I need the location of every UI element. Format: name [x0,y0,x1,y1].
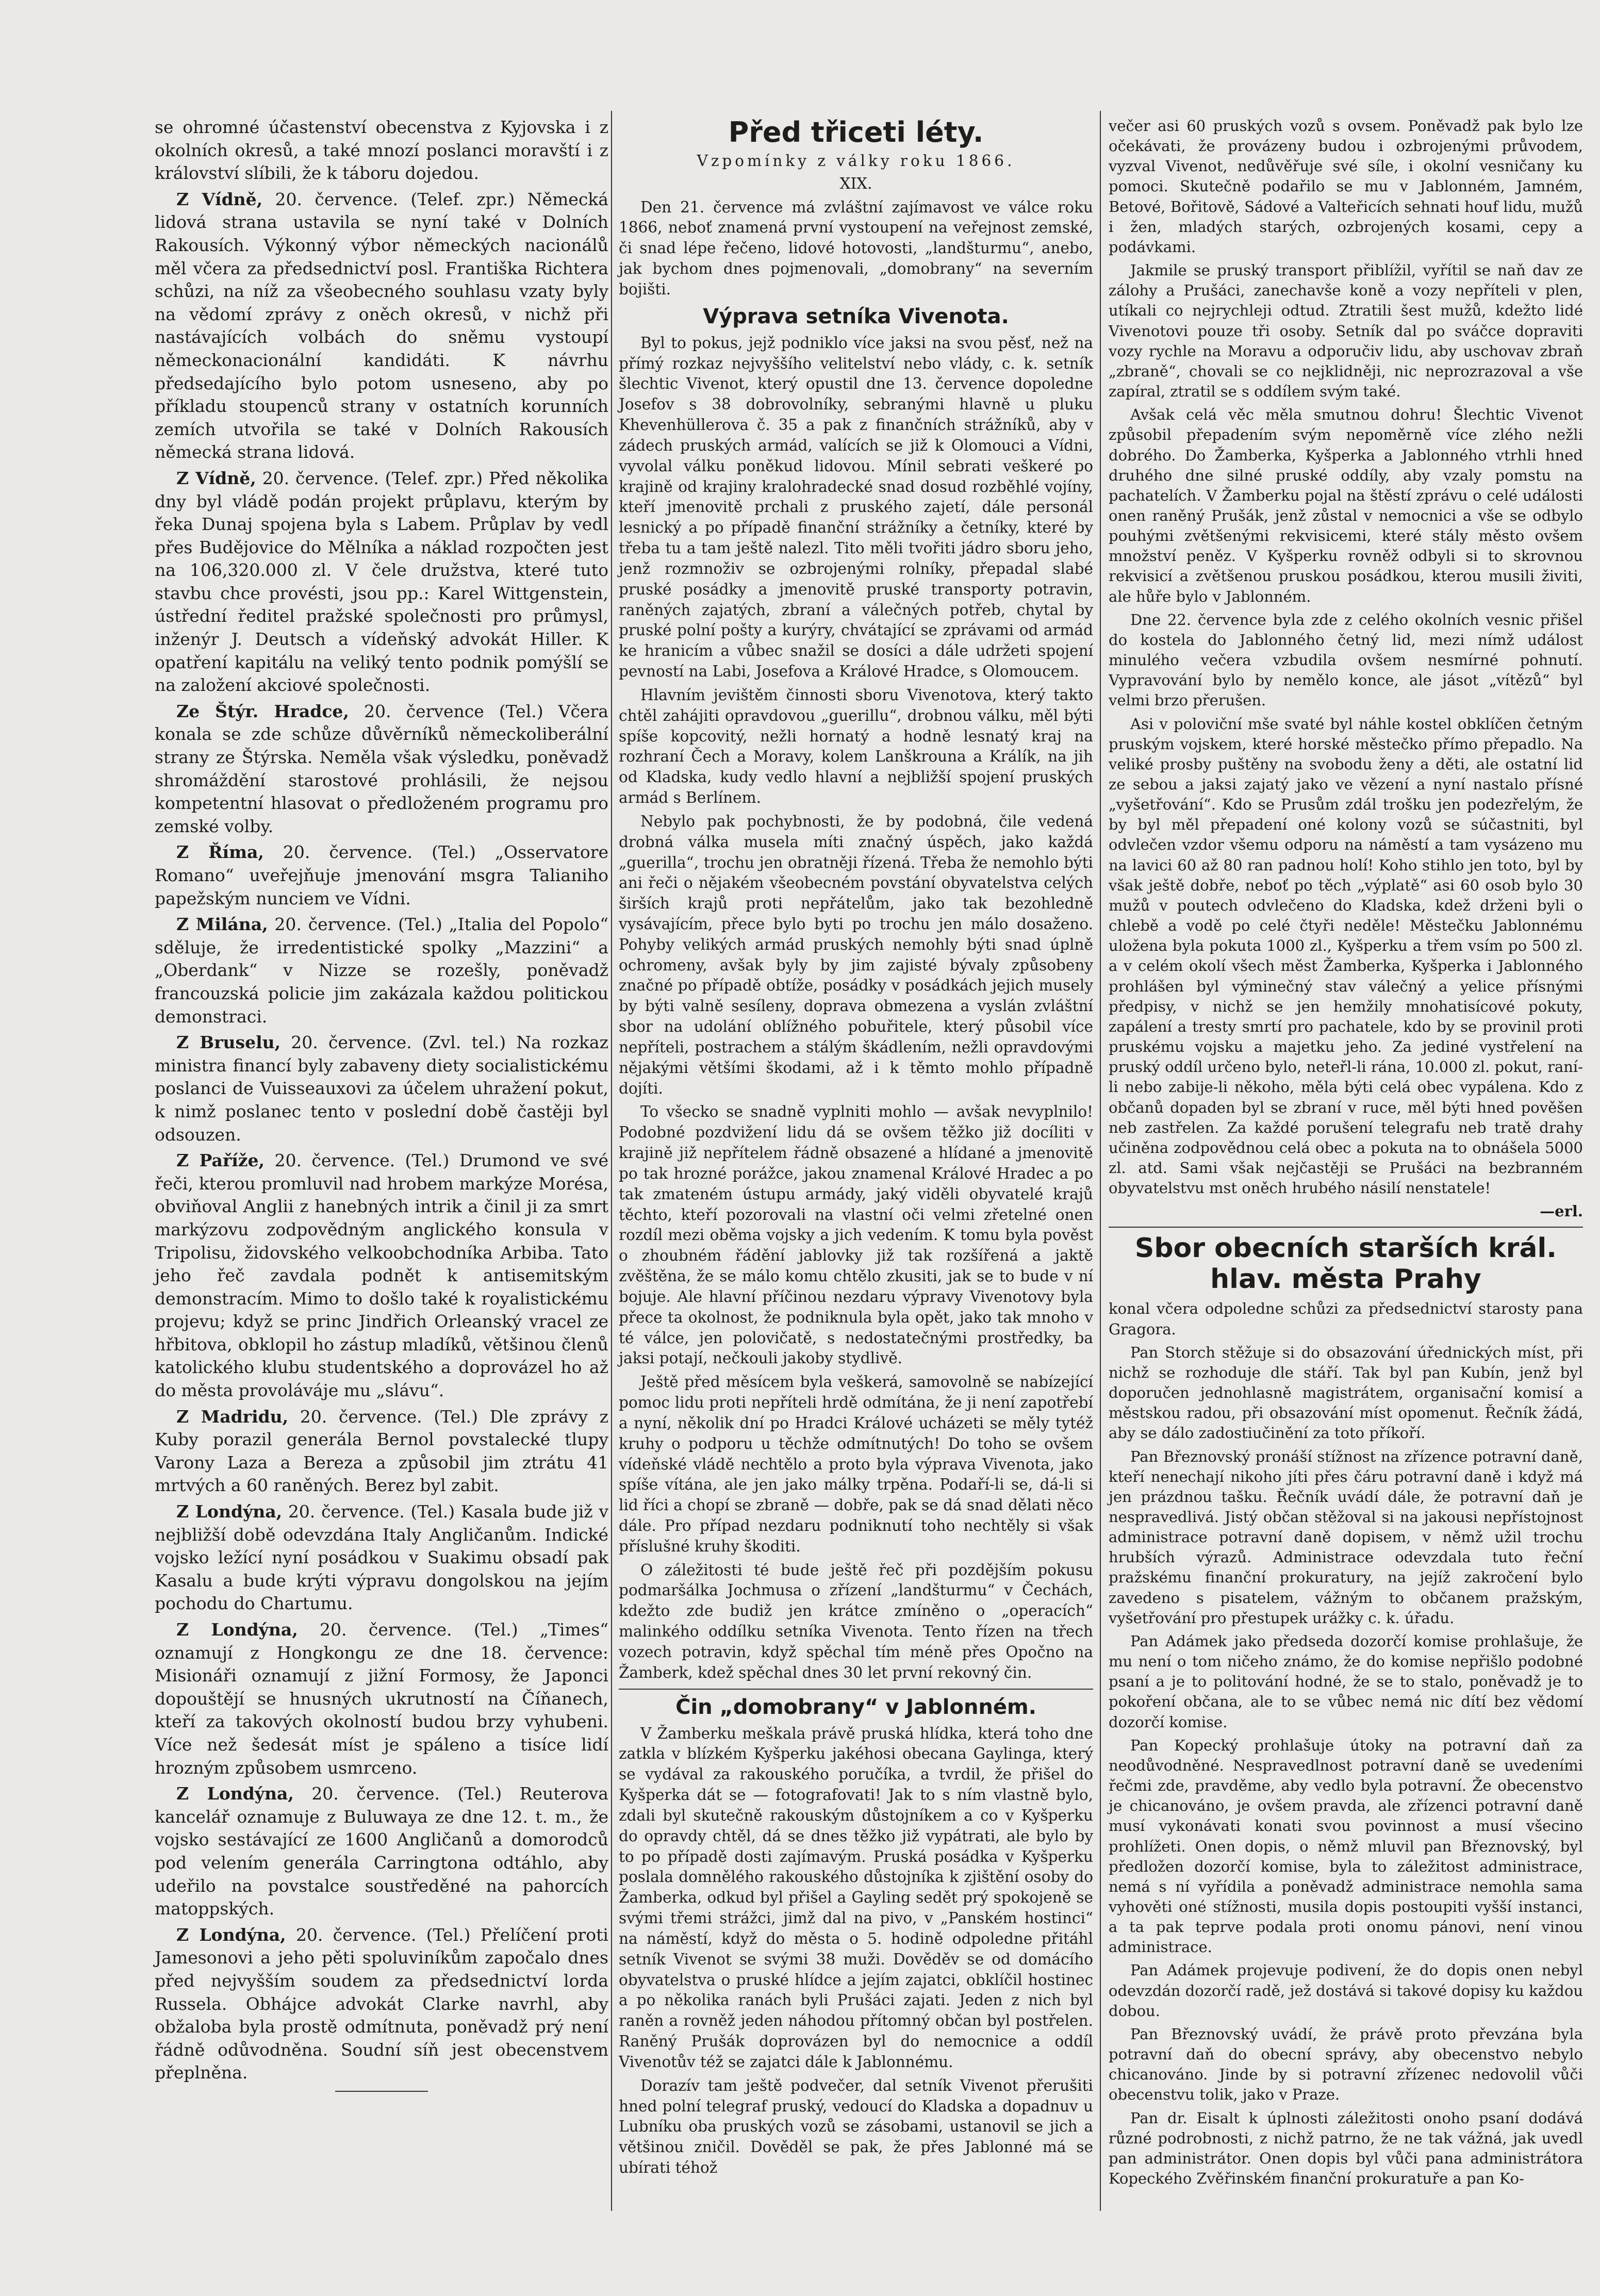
news-dateline: Z Paříže, [176,1150,265,1171]
article-intro [619,197,1093,300]
paragraph: Ještě před měsícem byla veškerá, samovolně se nabízející pomoc lidu proti nepříteli hrdě odmítána, že ji není zapotřebí a nyní, několik dní po Hradci Králové ucházeti se měly tytéž kruhy o podporu u těchže odmítnutých! Do toho se ovšem vídeňské vládě nechtělo a proto byla výprava Vivenota, jako spíše vítána, ale jen jako málky trpěna. Podaří-li se, dá-li si lid říci a chopí se zbraně — dobře, pak se dá snad dělati něco dále. Pro případ nezdaru podniknutí toho nechtěly si však příslušné kruhy škoditi. [619,1373,1093,1555]
news-text: 20. července. (Telef. zpr.) Před několika dny byl vládě podán projekt průplavu, kterým by řeka Dunaj spojena byla s Labem. Průplav by vedl přes Budějovice do Mělníka a náklad rozpočten jest na 106,320.000 zl. V čele družstva, které tuto stavbu chce provésti, jsou pp.: Karel Wittgenstein, ústřední ředitel pražské společnosti pro průmysl, inženýr J. Deutsch a vídeňský advokát Hiller. K opatření kapitálu na veliký tento podnik pomýšlí se na založení akciové společnosti. [155,468,608,696]
paragraph: Asi v poloviční mše svaté byl náhle kostel obklíčen četným pruským vojskem, které horské městečko přímo přepadlo. Na veliké prosby puštěny na svobodu ženy a děti, ale ostatní lid ze sebou a jaksi zajatý jako ve vězení a nyní nastalo přísné „vyšetřování“. Kdo se Prusům zdál trošku jen podezřelým, že by byl měl přepadení oné kolony vozů se súčastniti, byl odvlečen vzdor všemu odporu na náměstí a tam vysázeno mu na lavici 60 až 80 ran padnou holí! Koho stihlo jen toto, byl by však ještě dobře, neboť po těch „výplatě“ asi 60 osob bylo 30 mužů v poutech odvlečeno do Kladska, kdež drženi byli o chlebě a vodě po celé čtyři neděle! Městečku Jablonnému uložena byla pokuta 1000 zl., Kyšperku a třem vsím po 500 zl. a v celém okolí všech měst Žamberka, Kyšperka i Jablonného prohlášen byl výminečný stav válečný a yelice přísnými předpisy, v nichž se jen hemžily mnohatisícové pokuty, zapálení a tresty smrtí pro pachatele, kdo by se provinil proti pruskému vojsku a majetku jeho. Za jediné vystřelení na pruský oddíl určeno bylo, neteřl-li rána, 10.000 zl. pokut, raní-li nebo zabije-li někoho, měla býti celá obec vypálena. Kdo z občanů dopaden byl se zbraní v ruce, měl býti hned pověšen neb zastřelen. Za každé porušení telegrafu neb tratě drahy učiněna zodpovědnou celá obec a pokuta na to obnášela 5000 zl. atd. Sami však nejčastěji se Prušáci na bezbranném obyvatelstvu mst oněch hrubého násilí nenstatele! [1109,715,1583,1197]
news-dateline: Z Londýna, [176,1501,283,1522]
news-item [155,188,608,464]
news-item [155,700,608,838]
news-dateline: Z Bruselu, [176,1032,281,1053]
end-rule [335,2091,428,2092]
article2-body [1109,1299,1583,2189]
news-item [155,1406,608,1497]
news-text: 20. července. (Tel.) Reuterova kancelář oznamuje z Buluwaya ze dne 12. t. m., že vojsko sestávající ze 1600 Angličanů a domorodců pod velením generála Carringtona odtáhlo, aby udeřilo na povstalce soustředěné na pahorcích matoppských. [155,1783,608,1919]
paragraph: Nebylo pak pochybnosti, že by podobná, čile vedená drobná válka musela míti značný úspěch, jako každá „guerilla“, trochu jen obratněji řízená. Třeba že nemohlo býti ani řeči o nějakém všeobecném povstání obyvatelstva celých širších krajů proti nepřátelům, jako tak bezohledně vysávajícím, přece bylo byti po trochu jen málo dosaženo. Pohyby velikých armád pruských nemohly býti snad úplně ochromeny, avšak byly by jim zajisté bývaly způsobeny značné po případě obtíže, posádky v posádkách jejich musely by býti valně sesíleny, doprava obmezena a vyslán zvláštní sbor na udolání oblížného pobuřitele, který působil více nepříteli, postrachem a stálým škádlením, nežli opravdovými nějakými většími škodami, až i k těmto mohlo případně dojíti. [619,812,1093,1097]
paragraph: večer asi 60 pruských vozů s ovsem. Poněvadž pak bylo lze očekávati, že provázeny budou i ozbrojenými průvodem, vyzval Vivenot, nedůvěřuje své síle, i okolní vesničany ku pomoci. Skutečně podařilo se mu v Jablonném, Jamném, Betové, Bořitově, Sádové a Valteřicích sehnati houf lidu, mužů i žen, mladých starých, ozbrojených kosami, cepy a podávkami. [1109,117,1583,256]
news-text: 20. července. (Tel.) „Times“ oznamují z Hongkongu ze dne 18. července: Misionáři oznamují z jižní Formosy, že Japonci dopouštějí se hnusných ukrutností na Číňanech, kteří za takových okolností budou brzy vyhubeni. Více než šedesát míst je spáleno a tisíce lidí hrozným způsobem usmrceno. [155,1620,609,1778]
paragraph: konal včera odpoledne schůzi za předsednictví starosty pana Gragora. [1109,1300,1583,1338]
news-dateline: Z Londýna, [176,1783,294,1804]
news-item [155,841,608,910]
paragraph: Hlavním jevištěm činnosti sboru Vivenotova, který takto chtěl zahájiti opravdovou „guerillu“, drobnou válku, měl býti spíše kopcovitý, nežli hornatý a hodně lesnatý kraj na rozhraní Čech a Moravy, kolem Lanškrouna a Králík, na jih od Kladska, kudy vedlo hlavní a nejbližší spojení pruských armád s Berlínem. [619,686,1093,807]
article-number: XIX. [839,174,872,192]
news-text: 20. července. (Tel.) Přelíčení proti Jamesonovi a jeho pěti spoluviníkům započalo dnes před nejvyšším soudem za předsednictví lorda Russela. Obhájce advokát Clarke navrhl, aby obžaloba byla prostě odmítnuta, poněvadž prý není řádně odůvodněna. Soudní síň jest obecenstvem přeplněna. [155,1924,608,2083]
news-text: 20. července. (Telef. zpr.) Německá lidová strana ustavila se nyní také v Dolních Rakousích. Výkonný výbor německých nacionálů měl včera za předsednictví posl. Františka Richtera schůzi, na níž za všeobecného souhlasu vzaty byly na vědomí zprávy z oněch okresů, v nichž při nastávajících volbách do sněmu vystoupí německonacionální kandidáti. K návrhu předsedajícího bylo potom usneseno, aby po příkladu stoupenců strany v ostatních korunních zemích utvořila se také v Dolních Rakousích německá strana lidová. [155,189,608,462]
news-text: 20. července (Tel.) Včera konala se zde schůze důvěrníků německoliberální strany ze Štýrska. Neměla však výsledku, poněvadž shromáždění starostové prohlásili, že nejsou kompetentní hlasovat o předloženém programu pro zemské volby. [155,701,608,836]
news-text: 20. července. (Tel.) Dle zprávy z Kuby porazil generála Bernol povstalecké tlupy Varony Laza a Bereza a způsobil jim ztrátu 41 mrtvých a 60 raněných. Berez byl zabit. [155,1406,608,1496]
news-dateline: Z Vídně, [176,189,263,209]
news-item [155,116,608,185]
news-dateline: Z Vídně, [176,468,256,488]
news-dateline: Z Milána, [176,914,268,935]
news-dateline: Z Londýna, [176,1924,286,1945]
section2-title: Čin „domobrany“ v Jablonném. [675,1695,1036,1719]
paragraph: V Žamberku meškala právě pruská hlídka, která toho dne zatkla v blízkém Kyšperku jakéhosi obecana Gaylinga, který se vydával za rakouského poručíka, a tvrdil, že přišel do Kyšperka dát se — fotografovati! Jak to s ním vlastně bylo, zdali byl skutečně rakouským důstojníkem a co v Kyšperku do opravdy chtěl, dá se dnes těžko již vypátrati, ale bylo by to po případě dosti zajímavým. Pruská posádka v Kyšperku poslala domnělého rakouského důstojníka k zjištění osoby do Žamberka, odkud byl přišel a Gayling sedět prý spokojeně se svými třemi strážci, jimž dal na pivo, v „Panském hostinci“ na náměstí, když do města o 5. hodině odpoledne přitáhl setník Vivenot se svými 38 muži. Dověděv se od domácího obyvatelstva o pruské hlídce a jejím zajatci, obklíčil hostinec a po několika ranách byli Prušáci zajati. Jeden z nich byl raněn a rovněž jeden náhodou přítomný občan byl postřelen. Raněný Prušák doprovázen byl do nemocnice a oddíl Vivenotův též se zajatci dále k Jablonnému. [619,1724,1093,2071]
article-subtitle: Vzpomínky z války roku 1866. [697,152,1015,170]
news-dateline: Ze Štýr. Hradce, [176,701,349,721]
article2-title: Sbor obecních starších král. hlav. města Prahy [1134,1233,1557,1295]
paragraph: Byl to pokus, jejž podniklo více jaksi na svou pěsť, než na přímý rozkaz nejvyššího velitelství nebo vlády, c. k. setník šlechtic Vivenot, který opustil dne 13. července dopoledne Josefov s 38 dobrovolníky, sebranými hlavně u pluku Khevenhüllerova č. 35 a pak z finančních strážníků, aby v zádech pruských armád, valících se již k Olomouci a Vídni, vyvolal válku poněkud lidovou. Mínil sebrati veškeré po krajině od krajiny kralohradecké snad dosud rozběhlé vojíny, kteří jmenovitě prchali z pruského zajetí, dále personál lesnický a po případě finanční strážníky a četníky, které by třeba tu a tam ještě nalezl. Tito měli tvořiti jádro sboru jeho, jenž rozmnoživ se ozbrojenými rolníky, přepadal slabé pruské posádky a jmenovitě pruské transporty potravin, raněných zajatých, zbraní a válečných potřeb, chytal by pruské polní pošty a kurýry, chvátající se zprávami od armád ke hranicím a vůbec snažil se dosíci a dále udržeti spojení pevností na Labi, Josefova a Králové Hradce, s Olomoucem. [619,334,1093,681]
paragraph: Pan Adámek jako předseda dozorčí komise prohlašuje, že mu není o tom ničeho známo, že do komise nepřišlo podobné psaní a je to politování hodné, že se to stalo, poněvadž je to pokoření občana, ale to se vůbec nemá nic dítí bez vědomí dozorčí komise. [1109,1632,1583,1731]
paragraph: Pan Adámek projevuje podivení, že do dopis onen nebyl odevzdán dozorčí radě, jež dostává si takové dopisy ku každou dobou. [1109,1961,1583,2020]
article-continuation [1109,116,1583,1198]
news-item [155,1618,608,1779]
paragraph: Pan Storch stěžuje si do obsazování úřednických míst, při nichž se rozhoduje dle stáří. Tak byl pan Kubín, jenž byl doporučen jednohlasně magistrátem, organisační komisí a městskou radou, při obsazování míst opomenut. Řečník žádá, aby se dálo zadostiučinění za toto příkoří. [1109,1343,1583,1442]
news-item [155,1149,608,1402]
news-text: 20. července. (Tel.) Drumond ve své řeči, kterou promluvil nad hrobem markýze Morésa, obviňoval Anglii z hanebných intrik a činil ji za smrt markýzovu zodpovědným anglického konsula v Tripolisu, židovského velkoobchodníka Arbiba. Tato jeho řeč zavdala podnět k antisemitským demonstracím. Mimo to došlo také k royalistickému projevu; když se princ Jindřich Orleanský vracel ze hřbitova, obklopil ho zástup mladíků, většinou členů katolického klubu studentského a doprovázel ho až do města provoláváje mu „slávu“. [155,1150,608,1401]
article-divider [1109,1227,1583,1228]
paragraph: Avšak celá věc měla smutnou dohru! Šlechtic Vivenot způsobil přepadením svým nepoměrně více zlého nežli dobrého. Do Žamberka, Kyšperka a Jablonného vtrhli hned druhého dne silné pruské oddíly, aby vzaly pomstu na pachatelích. V Žamberku pojal na štěstí zprávu o celé události onen raněný Prušák, jenž zůstal v nemocnici a vše se odbylo pouhými zvětšenými rekvisicemi, které stály město ovšem množství peněz. V Kyšperku rovněž odbyli si to skrovnou rekvisicí a zvětšenou pruskou posádkou, kterou musili živiti, ale hůře bylo v Jablonném. [1109,406,1583,605]
column-rule [611,111,612,2211]
news-item [155,467,608,697]
news-item [155,1031,608,1146]
news-text: 20. července. (Tel.) „Osservatore Romano“ uveřejňuje jmenování msgra Talianiho papežským nunciem ve Vídni. [155,842,608,909]
news-item [155,1782,608,1921]
article-body [619,333,1093,1683]
paragraph: O záležitosti té bude ještě řeč při pozdějším pokusu podmaršálka Jochmusa o zřízení „landšturmu“ v Čechách, kdežto zde budiž jen krátce zmíněno o „operacích“ malinkého oddílku setníka Vivenota. Tento řízen na třech vozech potravin, když spěchal tím méně přes Opočno na Žamberk, kdež spěchal dnes 30 let první rekovný čin. [619,1561,1093,1681]
news-item [155,913,608,1028]
paragraph: Dne 22. července byla zde z celého okolních vesnic přišel do kostela do Jablonného četný lid, mezi nímž událost minulého večera vzbudila ovšem nesmírné pohnutí. Vypravování bylo by nemělo konce, ale jásot „vítězů“ byl velmi brzo přerušen. [1109,610,1583,709]
right-column [1109,116,1583,2192]
article-title: Před třiceti léty. [728,116,984,148]
news-text: 20. července. (Tel.) „Italia del Popolo“ sděluje, že irredentistické spolky „Mazzini“ a „Oberdank“ v Nizze se rozešly, poněvadž francouzská policie jim zakázala každou politickou demonstraci. [155,914,608,1027]
paragraph: Den 21. července má zvláštní zajímavost ve válce roku 1866, neboť znamená první vystoupení na veřejnost zemské, či snad lépe řečeno, lidové hotovosti, „landšturmu“, anebo, jak bychom dnes pojmenovali, „domobrany“ na severním bojišti. [619,198,1093,298]
left-column [155,116,608,2098]
news-dateline: Z Madridu, [176,1406,289,1427]
paragraph: Pan dr. Eisalt k úplnosti záležitosti onoho psaní dodává různé podrobnosti, z nichž patrno, že ne tak vážná, jak uvedl pan administrátor. Onen dopis byl vůči pana administrátora Kopeckého Zvěřinském finanční prokuratuře a pan Ko- [1109,2109,1583,2187]
column-rule [1100,111,1101,2211]
news-item [155,1500,608,1615]
news-item [155,1924,608,2085]
news-text: se ohromné účastenství obecenstva z Kyjovska i z okolních okresů, a také mnozí poslanci moravští i z království slíbili, že k táboru dojedou. [155,117,608,184]
paragraph: To všecko se snadně vyplniti mohlo — avšak nevyplnilo! Podobné pozdvižení lidu dá se ovšem těžko již docíliti v krajině již nepřítelem řádně obsazené a hlídané a jmenovitě po tak hrozné porážce, jakou znamenal Králové Hradec a po tak zmateném ústupu armády, jaký viděli obyvatelé krajů těchto, kteří pozorovali na vlastní oči velmi zřetelné onen rozdíl mezi oběma vojsky a jich vedením. K tomu byla pověst o zhoubném řádění jablovky již tak rozšířená a jaktě zvěštěna, že se málo komu chtělo zkusiti, jak se to bude v ní bojuje. Ale hlavní příčinou nezdaru výpravy Vivenotovy byla přece ta okolnost, že podniknula byla opět, jako tak mnoho v té válce, jen polovičatě, s nedostatečnými prostředky, ba jaksi potají, nečkouli jakoby stydlivě. [619,1103,1093,1367]
paragraph: Jakmile se pruský transport přiblížil, vyřítil se naň dav ze zálohy a Prušáci, zanechavše koně a vozy nepříteli v plen, utíkali co nejrychleji odtud. Ztratili šest mužů, kdežto lidé Vivenotovi pouze tři osoby. Setník dal po sváčce dopraviti vozy rychle na Moravu a odporučiv lidu, aby uschovav zbraň „zbraně“, chovali se co nejklidněji, nic neprozrazoval a vše zapíral, ztratil se s oddílem svým také. [1109,261,1583,401]
paragraph: Pan Březnovský pronáší stížnost na zřízence potravní daně, kteří nenechají nikoho jíti přes čáru potravní daně i když má jen prázdnou tašku. Řečník uvádí dále, že potravní daň je nespravedlivá. Jistý občan stěžoval si na jakousi nepřístojnost administrace potravní daně dopisem, v němž užil trochu hrubších výrazů. Administrace odevzdala tuto řeční pražskému finanční prokuratury, na jejíž zakročení bylo zavedeno s pisatelem, vážným to občanem pražským, vyšetřování pro přestupek urážky c. k. úřadu. [1109,1447,1583,1627]
paragraph: Pan Kopecký prohlašuje útoky na potravní daň za neodůvodněné. Nespravedlnost potravní daně se uvedeními řečmi zde, pravděme, aby vedlo byla potravní. Že obecenstvo je chicanováno, je ovšem pravda, ale zřízenci potravní daně musí vykonávati konati svou povinnost a musí všecino prohlížeti. Onen dopis, o němž mluvil pan Březnovský, byl předložen dozorčí komise, byla to záležitost administrace, nemá s ní vyřídila a poněvadž administrace nemohla sama vyhověti oné stížnosti, musila dopis postoupiti vyšší instanci, a ta pak teprve podala proti onomu pánovi, není vinou administrace. [1109,1736,1583,1956]
paragraph: Pan Březnovský uvádí, že právě proto převzána byla potravní daň do obecní správy, aby obecenstvo nebylo chicanováno. Jinde by si potravní zřízenec nedovolil vůči obecenstvu tolik, jako v Praze. [1109,2025,1583,2104]
news-text: 20. července. (Zvl. tel.) Na rozkaz ministra financí byly zabaveny diety socialistickému poslanci de Vuisseauxovi za účelem uhražení pokut, k nimž poslanec tento v poslední době častěji byl odsouzen. [155,1032,608,1145]
article-signature: —erl. [1540,1202,1583,1220]
paragraph: Dorazív tam ještě podvečer, dal setník Vivenot přerušiti hned polní telegraf pruský, vedoucí do Kladska a dopadnuv u Lubníku oba pruských vozů se zásobami, ustanovil se jich a většinou zničil. Dověděl se pak, že přes Jablonné má se ubírati téhož [619,2076,1093,2177]
news-text: 20. července. (Tel.) Kasala bude již v nejbližší době odevzdána Italy Angličanům. Indické vojsko ležící nyní posádkou v Suakimu obsadí pak Kasalu a bude krýti výpravu dongolskou na jejím pochodu do Chartumu. [155,1501,608,1614]
section-divider [619,1689,1093,1690]
news-dateline: Z Londýna, [176,1620,298,1640]
middle-column [619,116,1093,2182]
article-body-2 [619,1724,1093,2178]
news-dateline: Z Říma, [176,842,264,863]
section-title: Výprava setníka Vivenota. [703,304,1009,328]
